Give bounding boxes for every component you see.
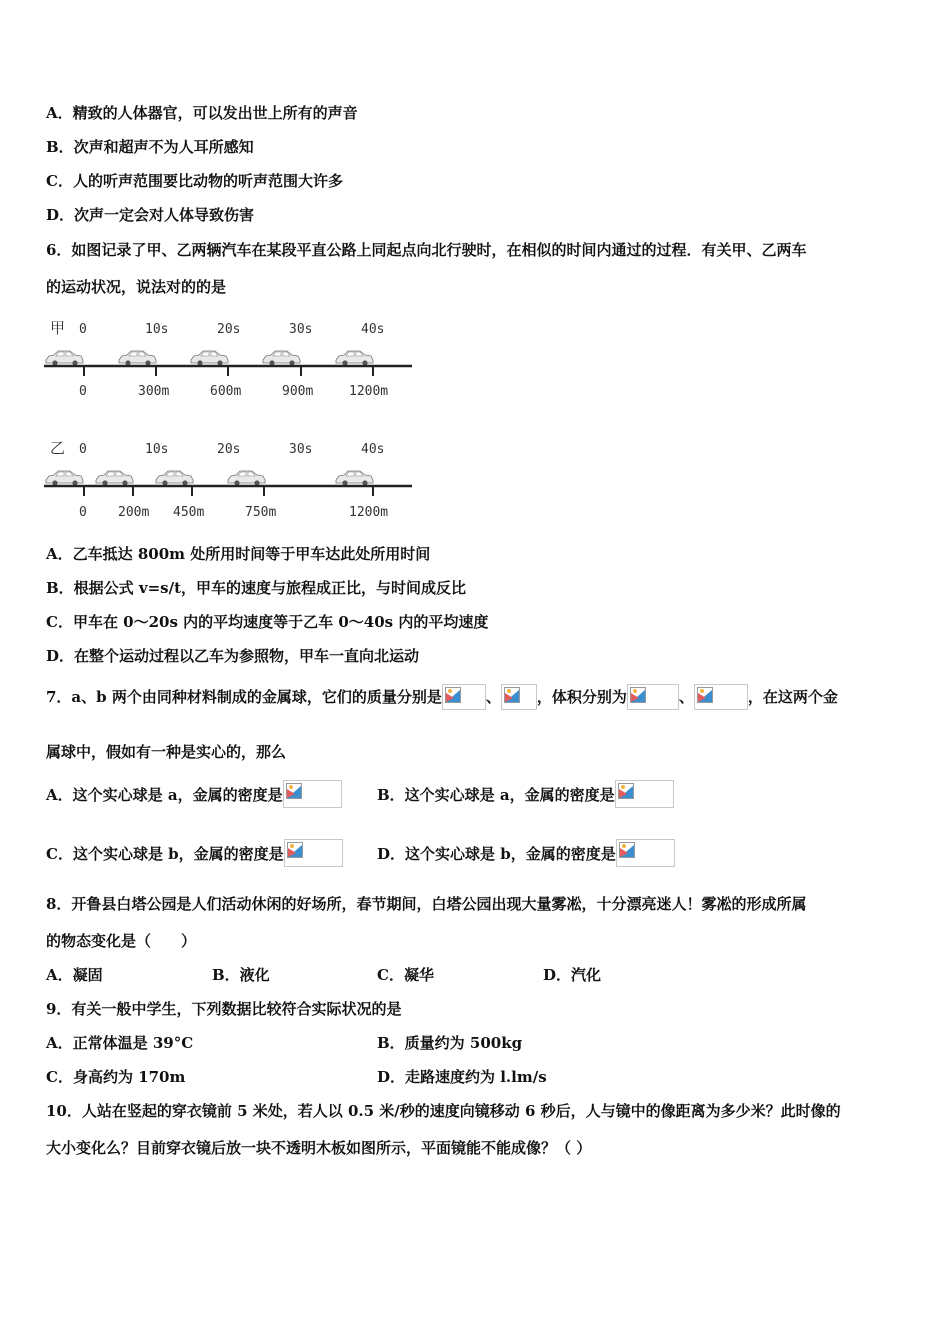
- car-a-dist-4: 1200m: [349, 384, 389, 399]
- q5-option-c: C．人的听声范围要比动物的听声范围大许多: [46, 172, 343, 190]
- q7-option-c: [46, 839, 343, 867]
- q6-option-b: B．根据公式 v=s/t，甲车的速度与旅程成正比，与时间成反比: [46, 579, 467, 597]
- car-a-track: [44, 319, 412, 399]
- car-b-icon: [156, 471, 193, 486]
- q7-option-d: [377, 839, 675, 867]
- car-b-icon: [46, 471, 83, 486]
- broken-image-icon: [619, 842, 635, 858]
- car-b-track: [44, 439, 412, 520]
- car-a-time-3: 30s: [289, 322, 313, 337]
- car-a-time-0: 0: [79, 322, 87, 337]
- car-a-label: 甲: [50, 319, 66, 337]
- q7-stem-part2: ，体积分别为: [536, 688, 627, 706]
- car-a-icon: [119, 351, 156, 366]
- q5-option-b: B．次声和超声不为人耳所感知: [46, 138, 254, 156]
- q7-stem-part3: ，在这两个金: [747, 688, 838, 706]
- formula-image-placeholder: [615, 780, 674, 808]
- q10-stem-line1: 10．人站在竖起的穿衣镜前 5 米处，若人以 0.5 米/秒的速度向镜移动 6 秒后，人与镜中的像距离为多少米？此时像的: [46, 1102, 841, 1120]
- broken-image-icon: [287, 842, 303, 858]
- car-a-icon: [46, 351, 83, 366]
- q5-option-a: A．精致的人体器官，可以发出世上所有的声音: [46, 104, 358, 122]
- q6-option-c: C．甲车在 0～20s 内的平均速度等于乙车 0～40s 内的平均速度: [46, 613, 489, 631]
- car-a-time-1: 10s: [145, 322, 169, 337]
- q7-option-d-text: D．这个实心球是 b，金属的密度是: [377, 845, 616, 863]
- q7-option-c-text: C．这个实心球是 b，金属的密度是: [46, 845, 284, 863]
- car-a-icon: [191, 351, 228, 366]
- q6-option-d: D．在整个运动过程以乙车为参照物，甲车一直向北运动: [46, 647, 420, 665]
- car-b-time-1: 10s: [145, 442, 169, 457]
- q9-option-a: A．正常体温是 39°C: [46, 1034, 194, 1052]
- car-b-time-4: 40s: [361, 442, 385, 457]
- car-b-dist-4: 1200m: [349, 505, 389, 520]
- q9-stem: 9．有关一般中学生，下列数据比较符合实际状况的是: [46, 1000, 402, 1018]
- broken-image-icon: [618, 783, 634, 799]
- car-b-label: 乙: [50, 439, 66, 457]
- q7-stem-line1: [46, 684, 838, 710]
- car-a-dist-2: 600m: [210, 384, 242, 399]
- formula-image-placeholder: [501, 684, 537, 710]
- broken-image-icon: [697, 687, 713, 703]
- car-b-dist-2: 450m: [173, 505, 205, 520]
- car-a-dist-0: 0: [79, 384, 87, 399]
- car-b-dist-0: 0: [79, 505, 87, 520]
- q9-option-d: D．走路速度约为 l.lm/s: [377, 1068, 547, 1086]
- car-a-time-2: 20s: [217, 322, 241, 337]
- car-b-time-2: 20s: [217, 442, 241, 457]
- car-b-icon: [96, 471, 133, 486]
- broken-image-icon: [445, 687, 461, 703]
- car-b-icon: [336, 471, 373, 486]
- car-b-time-0: 0: [79, 442, 87, 457]
- q10-stem-line2: 大小变化么？目前穿衣镜后放一块不透明木板如图所示，平面镜能不能成像？（ ）: [46, 1139, 592, 1157]
- formula-image-placeholder: [283, 780, 342, 808]
- q5-option-d: D．次声一定会对人体导致伤害: [46, 206, 255, 224]
- q6-stem-line1: 6．如图记录了甲、乙两辆汽车在某段平直公路上同起点向北行驶时，在相似的时间内通过的过程．有关甲、乙两车: [46, 241, 807, 259]
- car-b-dist-3: 750m: [245, 505, 277, 520]
- formula-image-placeholder: [694, 684, 748, 710]
- car-a-icon: [263, 351, 300, 366]
- q8-option-c: C．凝华: [377, 966, 434, 984]
- car-b-time-3: 30s: [289, 442, 313, 457]
- car-a-time-4: 40s: [361, 322, 385, 337]
- q7-stem-part1: 7．a、b 两个由同种材料制成的金属球，它们的质量分别是: [46, 688, 442, 706]
- q6-option-a: A．乙车抵达 800m 处所用时间等于甲车达此处所用时间: [46, 545, 431, 563]
- car-a-dist-1: 300m: [138, 384, 170, 399]
- q7-option-b-text: B．这个实心球是 a，金属的密度是: [377, 786, 615, 804]
- q7-option-a: [46, 780, 342, 808]
- q7-separator-1: 、: [485, 688, 501, 706]
- q7-option-b: [377, 780, 674, 808]
- q8-stem-line1: 8．开鲁县白塔公园是人们活动休闲的好场所，春节期间，白塔公园出现大量雾凇，十分漂亮迷人！雾凇的形成所属: [46, 895, 807, 913]
- q6-stem-line2: 的运动状况，说法对的的是: [46, 278, 227, 296]
- q7-separator-2: 、: [678, 688, 694, 706]
- formula-image-placeholder: [616, 839, 675, 867]
- q9-option-c: C．身高约为 170m: [46, 1068, 186, 1086]
- q6-figure: [40, 312, 420, 531]
- car-b-icon: [228, 471, 265, 486]
- car-b-dist-1: 200m: [118, 505, 150, 520]
- q8-option-b: B．液化: [212, 966, 270, 984]
- q9-option-b: B．质量约为 500kg: [377, 1034, 523, 1052]
- formula-image-placeholder: [627, 684, 679, 710]
- car-a-icon: [336, 351, 373, 366]
- q8-stem-line2: 的物态变化是（ ）: [46, 932, 197, 950]
- q7-stem-line2: 属球中，假如有一种是实心的，那么: [46, 743, 287, 761]
- q8-option-a: A．凝固: [46, 966, 103, 984]
- formula-image-placeholder: [284, 839, 343, 867]
- q8-option-d: D．汽化: [543, 966, 602, 984]
- formula-image-placeholder: [442, 684, 486, 710]
- broken-image-icon: [504, 687, 520, 703]
- broken-image-icon: [630, 687, 646, 703]
- broken-image-icon: [286, 783, 302, 799]
- q7-option-a-text: A．这个实心球是 a，金属的密度是: [46, 786, 283, 804]
- car-a-dist-3: 900m: [282, 384, 314, 399]
